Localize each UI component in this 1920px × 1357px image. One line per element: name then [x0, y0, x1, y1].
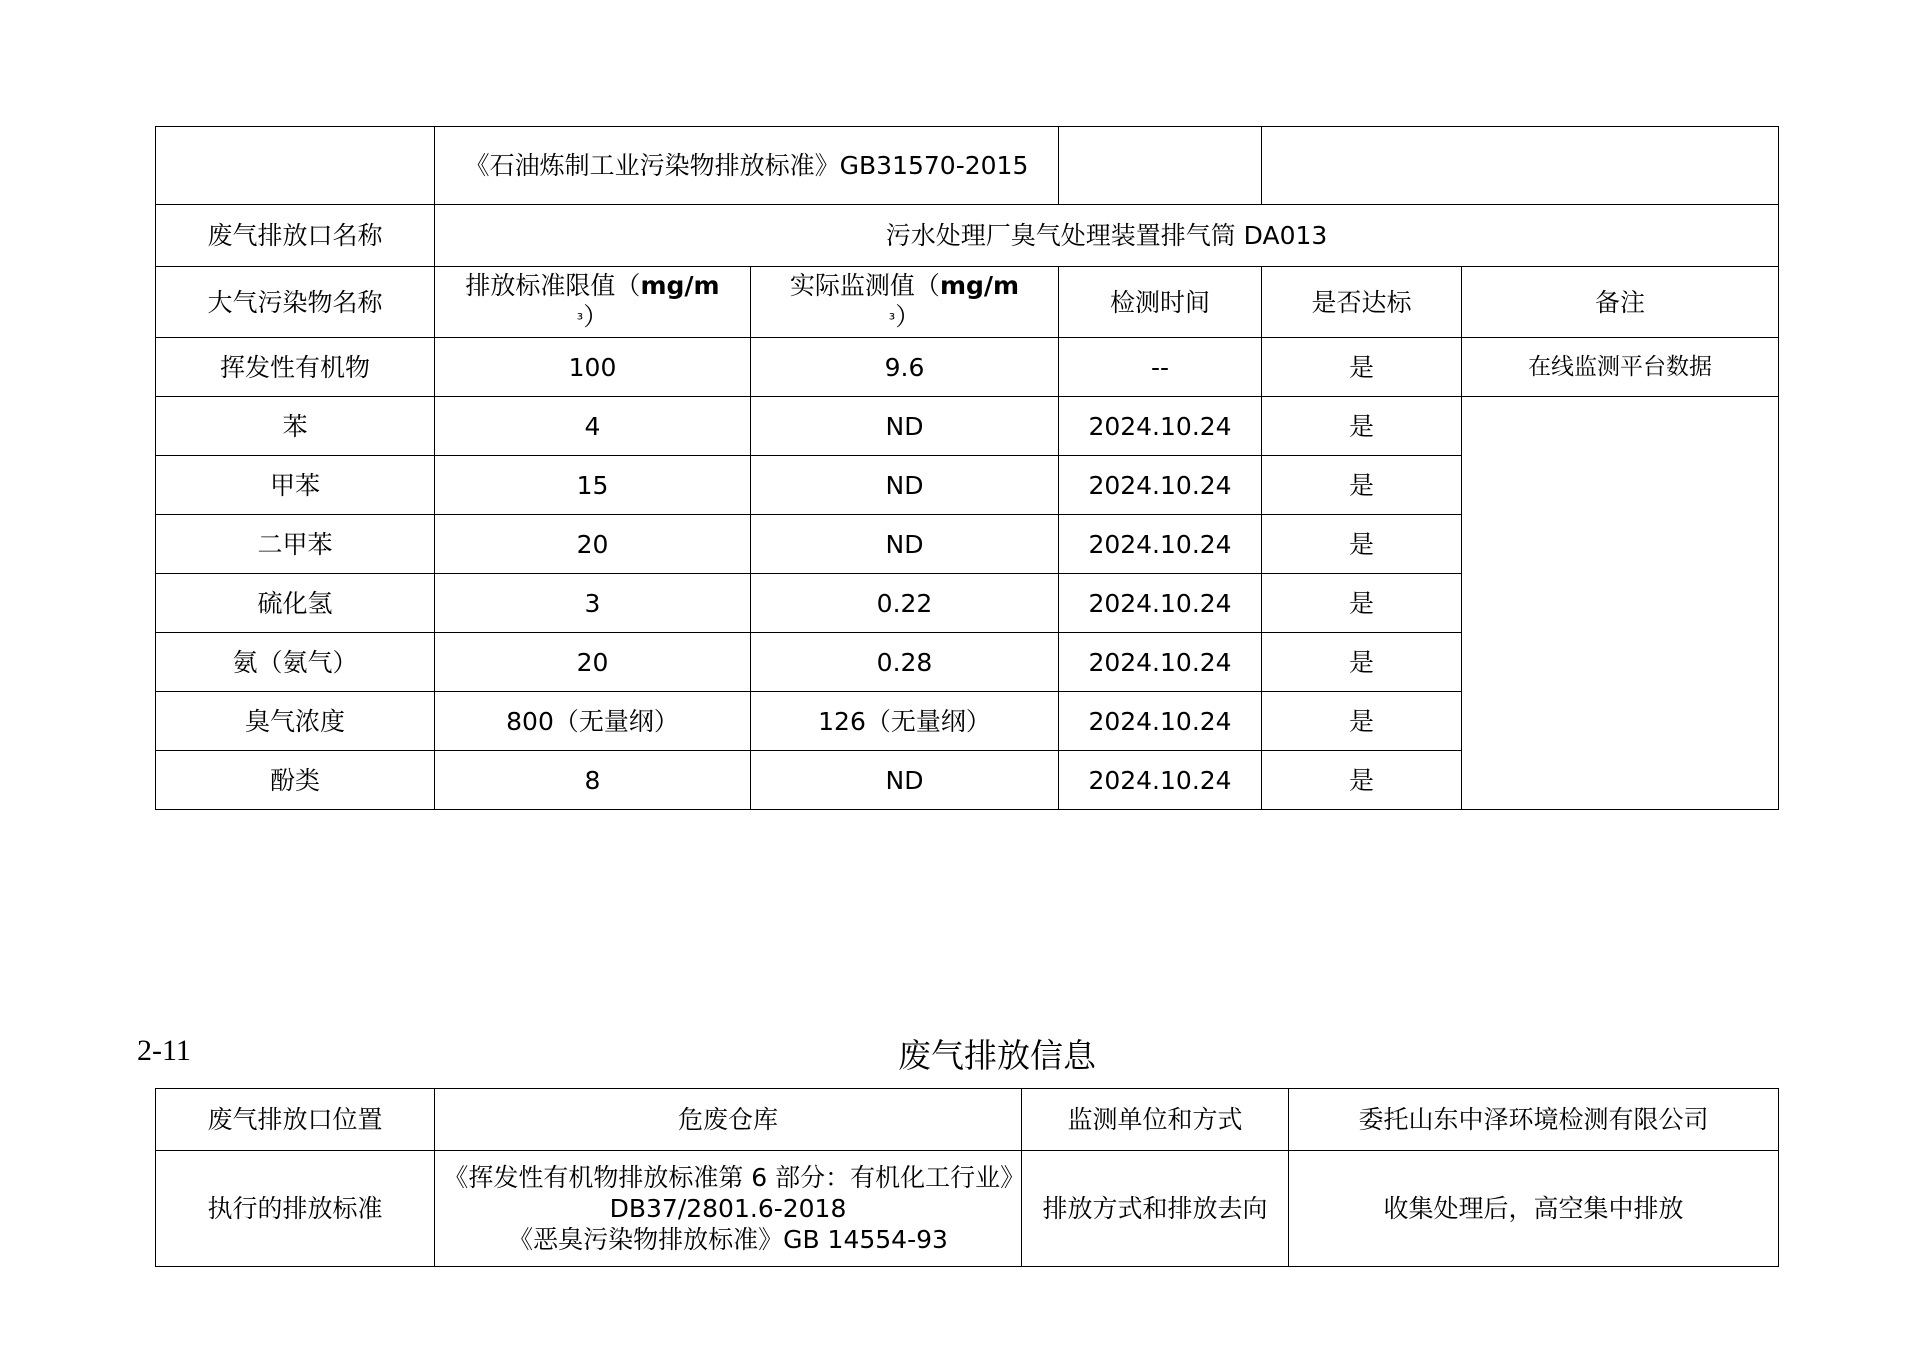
cell-limit: 15 — [435, 456, 751, 515]
header-compliant: 是否达标 — [1262, 267, 1462, 338]
cell-measured: 126（无量纲） — [751, 692, 1059, 751]
method-value: 收集处理后，高空集中排放 — [1289, 1151, 1779, 1267]
cell-time: 2024.10.24 — [1059, 456, 1262, 515]
section-number: 2-11 — [137, 1034, 191, 1067]
outlet-label: 废气排放口名称 — [156, 205, 435, 267]
cell-measured: ND — [751, 751, 1059, 810]
cell-limit: 800（无量纲） — [435, 692, 751, 751]
location-value: 危废仓库 — [435, 1089, 1022, 1151]
header-measured: 实际监测值（mg/m ³） — [751, 267, 1059, 338]
standard-row — [156, 127, 1779, 205]
cell-remark: 在线监测平台数据 — [1462, 338, 1779, 397]
emission-info-table — [155, 1088, 1779, 1267]
cell-compliant: 是 — [1262, 633, 1462, 692]
cell-measured: ND — [751, 397, 1059, 456]
monitor-value: 委托山东中泽环境检测有限公司 — [1289, 1089, 1779, 1151]
cell-measured: ND — [751, 456, 1059, 515]
cell-pollutant: 苯 — [156, 397, 435, 456]
cell-time: -- — [1059, 338, 1262, 397]
outlet-row — [156, 205, 1779, 267]
cell-time: 2024.10.24 — [1059, 751, 1262, 810]
cell-limit: 100 — [435, 338, 751, 397]
cell-pollutant: 臭气浓度 — [156, 692, 435, 751]
header-pollutant: 大气污染物名称 — [156, 267, 435, 338]
cell-limit: 8 — [435, 751, 751, 810]
header-row — [156, 267, 1779, 338]
cell-compliant: 是 — [1262, 515, 1462, 574]
cell-time: 2024.10.24 — [1059, 397, 1262, 456]
cell-time: 2024.10.24 — [1059, 515, 1262, 574]
standard-label: 执行的排放标准 — [156, 1151, 435, 1267]
header-limit: 排放标准限值（mg/m ³） — [435, 267, 751, 338]
standard-line-1: 《挥发性有机物排放标准第 6 部分：有机化工行业》DB37/2801.6-2018 — [443, 1163, 1013, 1223]
cell-pollutant: 甲苯 — [156, 456, 435, 515]
header-remark: 备注 — [1462, 267, 1779, 338]
cell-compliant: 是 — [1262, 397, 1462, 456]
method-label: 排放方式和排放去向 — [1022, 1151, 1289, 1267]
header-time: 检测时间 — [1059, 267, 1262, 338]
cell-pollutant: 酚类 — [156, 751, 435, 810]
cell-compliant: 是 — [1262, 456, 1462, 515]
cell-limit: 20 — [435, 515, 751, 574]
standard-value — [435, 1151, 1022, 1267]
standard-text: 《石油炼制工业污染物排放标准》GB31570-2015 — [464, 151, 1029, 180]
cell-measured: 9.6 — [751, 338, 1059, 397]
section-title: 废气排放信息 — [898, 1036, 1096, 1075]
empty-cell — [156, 127, 435, 205]
remark-merged-cell — [1462, 397, 1779, 810]
cell-time: 2024.10.24 — [1059, 574, 1262, 633]
empty-cell — [1059, 127, 1262, 205]
cell-compliant: 是 — [1262, 338, 1462, 397]
cell-pollutant: 二甲苯 — [156, 515, 435, 574]
cell-measured: 0.28 — [751, 633, 1059, 692]
location-label: 废气排放口位置 — [156, 1089, 435, 1151]
cell-limit: 20 — [435, 633, 751, 692]
location-row — [156, 1089, 1779, 1151]
pollutant-monitoring-table — [155, 126, 1779, 810]
cell-compliant: 是 — [1262, 751, 1462, 810]
cell-measured: ND — [751, 515, 1059, 574]
empty-cell — [1262, 127, 1779, 205]
monitor-label: 监测单位和方式 — [1022, 1089, 1289, 1151]
cell-limit: 3 — [435, 574, 751, 633]
cell-time: 2024.10.24 — [1059, 692, 1262, 751]
cell-compliant: 是 — [1262, 692, 1462, 751]
table-row — [156, 338, 1779, 397]
cell-time: 2024.10.24 — [1059, 633, 1262, 692]
cell-pollutant: 硫化氢 — [156, 574, 435, 633]
standard-line-2: 《恶臭污染物排放标准》GB 14554-93 — [508, 1225, 948, 1254]
cell-measured: 0.22 — [751, 574, 1059, 633]
standard-cell — [435, 127, 1059, 205]
outlet-value: 污水处理厂臭气处理装置排气筒 DA013 — [435, 205, 1779, 267]
cell-limit: 4 — [435, 397, 751, 456]
table-row — [156, 397, 1779, 456]
cell-pollutant: 挥发性有机物 — [156, 338, 435, 397]
cell-compliant: 是 — [1262, 574, 1462, 633]
cell-pollutant: 氨（氨气） — [156, 633, 435, 692]
standard-row — [156, 1151, 1779, 1267]
